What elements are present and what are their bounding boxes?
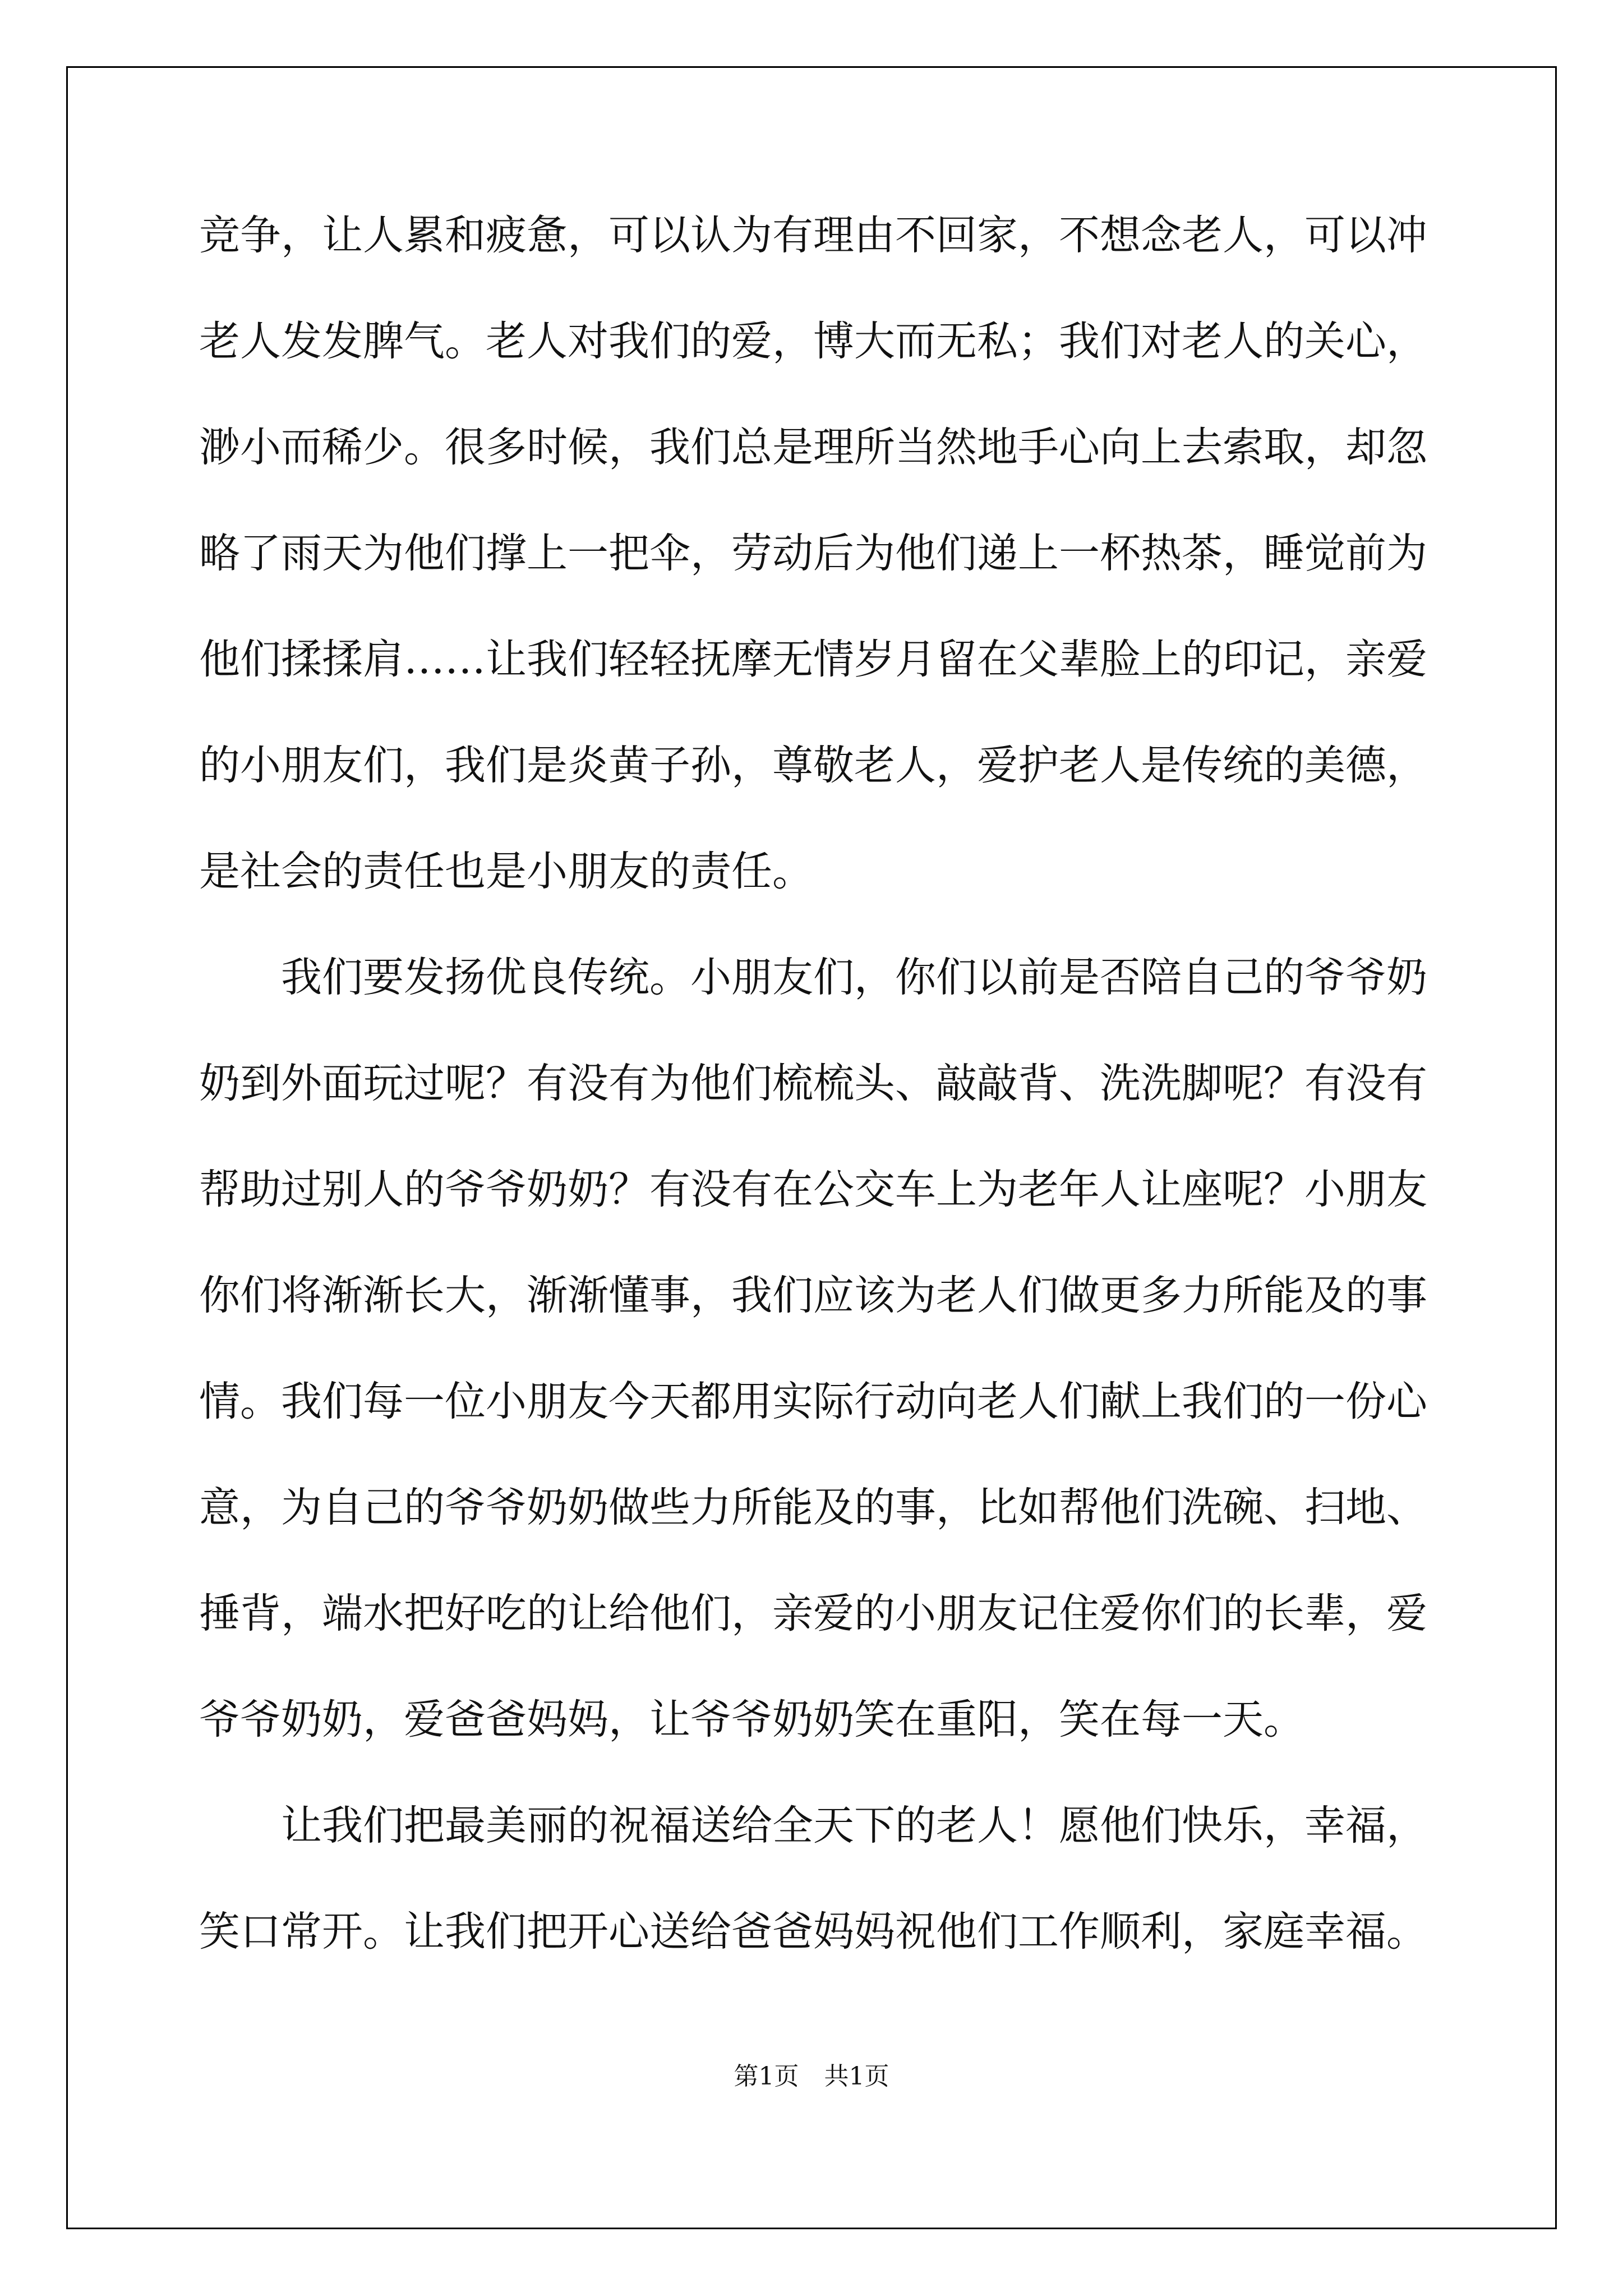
paragraph-1-line-7: 是社会的责任也是小朋友的责任。 [199, 848, 813, 895]
page-number-current: 第1页 [734, 2062, 799, 2091]
paragraph-1-line-5: 他们揉揉肩……让我们轻轻抚摩无情岁月留在父辈脸上的印记，亲爱 [199, 636, 1427, 683]
paragraph-2-line-4: 你们将渐渐长大，渐渐懂事，我们应该为老人们做更多力所能及的事 [199, 1272, 1427, 1319]
paragraph-2-line-2: 奶到外面玩过呢？有没有为他们梳梳头、敲敲背、洗洗脚呢？有没有 [199, 1060, 1427, 1107]
paragraph-1-line-6: 的小朋友们，我们是炎黄子孙，尊敬老人，爱护老人是传统的美德， [199, 742, 1427, 789]
paragraph-3-line-1: 让我们把最美丽的祝福送给全天下的老人！愿他们快乐，幸福， [281, 1802, 1427, 1849]
paragraph-1-line-4: 略了雨天为他们撑上一把伞，劳动后为他们递上一杯热茶，睡觉前为 [199, 530, 1427, 577]
paragraph-2-line-1: 我们要发扬优良传统。小朋友们，你们以前是否陪自己的爷爷奶 [281, 954, 1427, 1001]
page-footer [0, 2056, 1623, 2092]
paragraph-2-line-5: 情。我们每一位小朋友今天都用实际行动向老人们献上我们的一份心 [199, 1378, 1427, 1425]
paragraph-2-line-8: 爷爷奶奶，爱爸爸妈妈，让爷爷奶奶笑在重阳，笑在每一天。 [199, 1696, 1304, 1743]
page-number-total: 共1页 [824, 2062, 889, 2091]
paragraph-1-line-2: 老人发发脾气。老人对我们的爱，博大而无私；我们对老人的关心， [199, 318, 1427, 365]
paragraph-2-line-6: 意，为自己的爷爷奶奶做些力所能及的事，比如帮他们洗碗、扫地、 [199, 1484, 1427, 1531]
paragraph-2-line-3: 帮助过别人的爷爷奶奶？有没有在公交车上为老年人让座呢？小朋友 [199, 1166, 1427, 1213]
paragraph-1-line-3: 渺小而稀少。很多时候，我们总是理所当然地手心向上去索取，却忽 [199, 424, 1427, 471]
paragraph-2-line-7: 捶背，端水把好吃的让给他们，亲爱的小朋友记住爱你们的长辈，爱 [199, 1590, 1427, 1637]
paragraph-3-line-2: 笑口常开。让我们把开心送给爸爸妈妈祝他们工作顺利，家庭幸福。 [199, 1908, 1427, 1955]
paragraph-1-line-1: 竞争，让人累和疲惫，可以认为有理由不回家，不想念老人，可以冲 [199, 211, 1427, 259]
